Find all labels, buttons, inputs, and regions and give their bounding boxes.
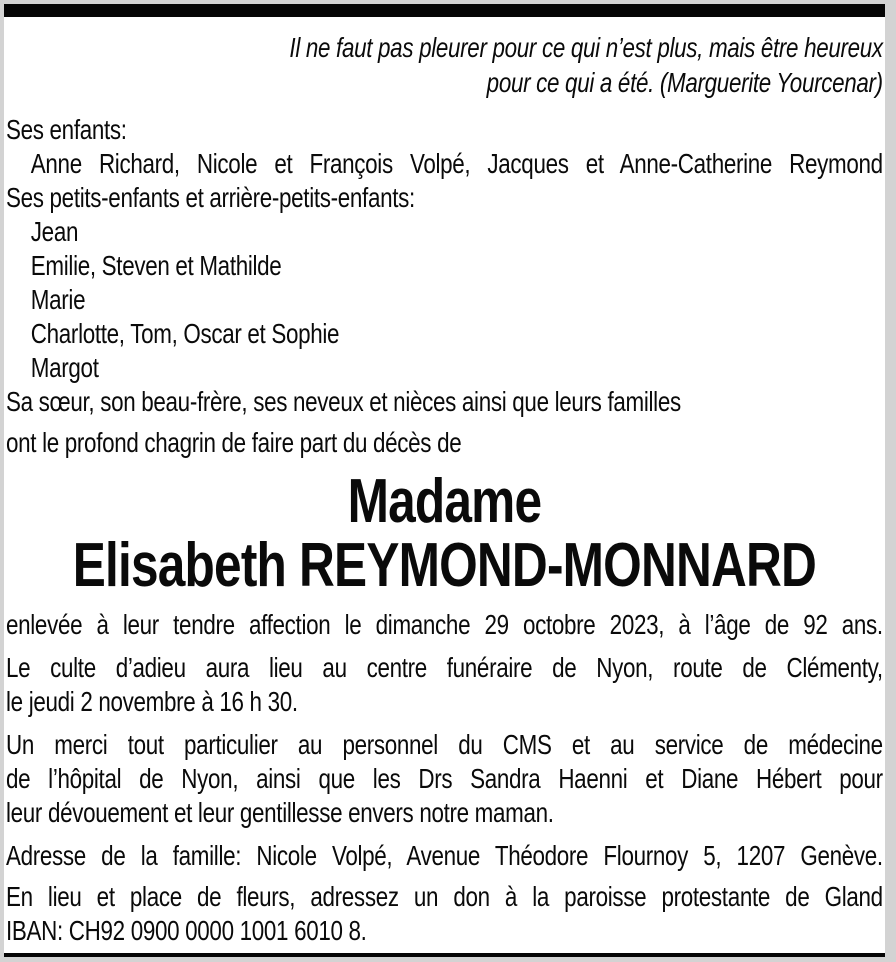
memorial-quote: [6, 30, 883, 100]
family-address: Adresse de la famille: Nicole Volpé, Avenue Théodore Flournoy 5, 1207 Genève.: [6, 840, 883, 871]
quote-line-1: Il ne faut pas pleurer pour ce qui n’est plus, mais être heureux: [289, 32, 883, 63]
grandchildren-label: Ses petits-enfants et arrière-petits-enfants:: [6, 182, 415, 213]
thanks-line-3: leur dévouement et leur gentillesse envers notre maman.: [6, 797, 554, 828]
relatives-line: Sa sœur, son beau-frère, ses neveux et nièces ainsi que leurs familles: [6, 386, 681, 417]
deceased-name: Elisabeth REYMOND-MONNARD: [72, 531, 817, 600]
donation-iban-line: IBAN: CH92 0900 0000 1001 6010 8.: [6, 915, 367, 946]
death-line: enlevée à leur tendre affection le dimanche 29 octobre 2023, à l’âge de 92 ans.: [6, 609, 883, 640]
children-label: Ses enfants:: [6, 114, 127, 145]
announcement-line: ont le profond chagrin de faire part du décès de: [6, 427, 462, 458]
ceremony-line-2: le jeudi 2 novembre à 16 h 30.: [6, 686, 298, 717]
children-names: Anne Richard, Nicole et François Volpé, Jacques et Anne-Catherine Reymond: [30, 148, 883, 179]
thanks-line-1: Un merci tout particulier au personnel du CMS et au service de médecine: [6, 729, 883, 760]
deceased-title-block: [6, 467, 883, 600]
obituary-notice: [4, 4, 885, 957]
quote-line-2: pour ce qui a été. (Marguerite Yourcenar): [486, 67, 883, 98]
ceremony-paragraph: [6, 651, 883, 719]
grandchild-line: Margot: [30, 352, 99, 383]
grandchild-line: Marie: [30, 284, 86, 315]
family-section: [6, 113, 883, 460]
thanks-paragraph: [6, 728, 883, 830]
grandchild-line: Jean: [30, 216, 79, 247]
grandchild-line: Emilie, Steven et Mathilde: [30, 250, 282, 281]
donation-paragraph: [6, 880, 883, 948]
thanks-line-2: de l’hôpital de Nyon, ainsi que les Drs Sandra Haenni et Diane Hébert pour: [6, 763, 883, 794]
grandchild-line: Charlotte, Tom, Oscar et Sophie: [30, 318, 340, 349]
notice-content: [6, 30, 883, 948]
donation-line-1: En lieu et place de fleurs, adressez un don à la paroisse protestante de Gland: [6, 881, 883, 912]
ceremony-line-1: Le culte d’adieu aura lieu au centre funéraire de Nyon, route de Clémenty,: [6, 652, 883, 683]
deceased-title: Madame: [347, 467, 542, 536]
